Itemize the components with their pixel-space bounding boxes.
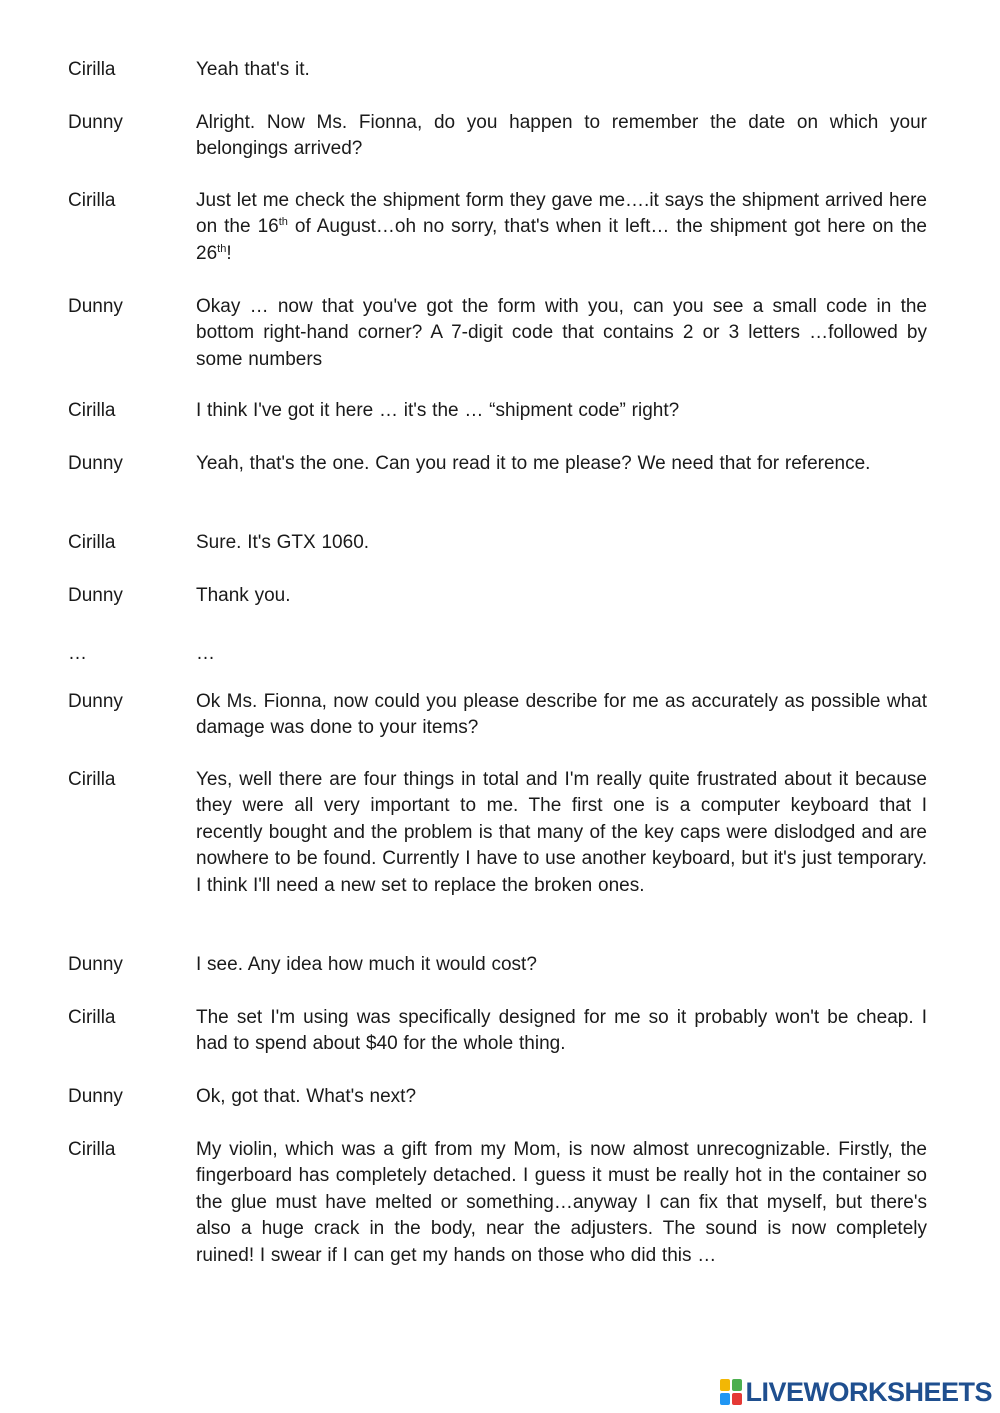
- dialogue-line: [196, 57, 927, 83]
- speaker-name: Dunny: [68, 691, 123, 712]
- speaker-name: Dunny: [68, 112, 123, 133]
- speaker-name: Cirilla: [68, 532, 116, 553]
- speaker-name: Cirilla: [68, 190, 116, 211]
- logo-square-4: [732, 1393, 742, 1405]
- speaker-name: Dunny: [68, 954, 123, 975]
- speaker-name: Dunny: [68, 296, 123, 317]
- speaker-name: Dunny: [68, 585, 123, 606]
- speaker-name: …: [68, 643, 87, 664]
- dialogue-text: My violin, which was a gift from my Mom, is now almost unrecognizable. Firstly, the fingerboard has completely detached. I guess it must be really hot in the container so the glue must have melted or something…anyway I can fix that myself, but there's also a huge crack in the body, near the adjusters. The sound is now completely ruined! I swear if I can get my hands on those who did this …: [196, 1139, 927, 1266]
- dialogue-line: [196, 689, 927, 742]
- dialogue-line: [196, 451, 927, 477]
- speaker-name: Cirilla: [68, 1007, 116, 1028]
- dialogue-text: Yeah, that's the one. Can you read it to me please? We need that for reference.: [196, 453, 871, 474]
- dialogue-line: [196, 952, 927, 978]
- speaker-name: Dunny: [68, 453, 123, 474]
- dialogue-text: …: [196, 643, 215, 664]
- dialogue-text: Yes, well there are four things in total and I'm really quite frustrated about it because they were all very important to me. The first one is a computer keyboard that I recently bought and the problem is that many of the key caps were dislodged and are nowhere to be found. Currently I have to use another keyboard, but it's just temporary. I think I'll need a new set to replace the broken ones.: [196, 769, 927, 896]
- liveworksheets-logo[interactable]: [720, 1375, 992, 1409]
- speaker-name: Cirilla: [68, 400, 116, 421]
- dialogue-line: [196, 1005, 927, 1058]
- logo-text: LIVEWORKSHEETS: [745, 1376, 992, 1407]
- dialogue-text: Thank you.: [196, 585, 291, 606]
- dialogue-text: I think I've got it here … it's the … “shipment code” right?: [196, 400, 680, 421]
- speaker-name: Cirilla: [68, 769, 116, 790]
- dialogue-line: [196, 1084, 927, 1110]
- dialogue-line: [196, 294, 927, 373]
- ordinal-superscript: th: [217, 242, 227, 255]
- speaker-name: Cirilla: [68, 1139, 116, 1160]
- logo-square-3: [720, 1393, 730, 1405]
- ordinal-superscript: th: [278, 216, 288, 229]
- dialogue-text: Alright. Now Ms. Fionna, do you happen to remember the date on which your belongings arrived?: [196, 112, 927, 160]
- dialogue-text: The set I'm using was specifically designed for me so it probably won't be cheap. I had to spend about $40 for the whole thing.: [196, 1007, 927, 1055]
- dialogue-text: Ok, got that. What's next?: [196, 1086, 417, 1107]
- logo-square-2: [732, 1379, 742, 1391]
- dialogue-text: Okay … now that you've got the form with you, can you see a small code in the bottom right-hand corner? A 7-digit code that contains 2 or 3 letters …followed by some numbers: [196, 296, 927, 370]
- dialogue-line: [196, 583, 927, 609]
- dialogue-text: I see. Any idea how much it would cost?: [196, 954, 537, 975]
- dialogue-text: !: [226, 242, 232, 264]
- dialogue-line: [196, 767, 927, 899]
- dialogue-line: [196, 530, 927, 556]
- liveworksheets-logo-icon: [720, 1379, 742, 1405]
- dialogue-text: of August…oh no sorry, that's when it left… the shipment got here on the 26: [196, 216, 927, 264]
- dialogue-text: Ok Ms. Fionna, now could you please describe for me as accurately as possible what damage was done to your items?: [196, 691, 927, 739]
- dialogue-line: [196, 641, 927, 667]
- dialogue-line: [196, 398, 927, 424]
- dialogue-text: Just let me check the shipment form they gave me….it says the shipment arrived here on the 16: [196, 190, 927, 238]
- dialogue-line: [196, 110, 927, 163]
- speaker-name: Cirilla: [68, 59, 116, 80]
- logo-square-1: [720, 1379, 730, 1391]
- dialogue-line: [196, 1137, 927, 1269]
- dialogue-text: Sure. It's GTX 1060.: [196, 532, 370, 553]
- dialogue-line: [196, 188, 927, 267]
- speaker-name: Dunny: [68, 1086, 123, 1107]
- dialogue-text: Yeah that's it.: [196, 59, 310, 80]
